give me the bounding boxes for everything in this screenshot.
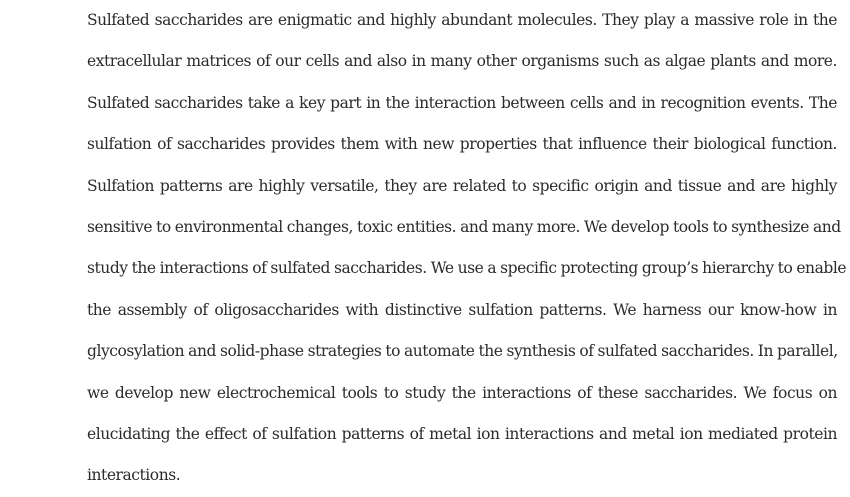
paragraph-line: glycosylation and solid-phase strategies to automate the synthesis of sulfated saccharides. In parallel, <box>87 342 838 361</box>
paragraph-line: sensitive to environmental changes, toxic entities. and many more. We develop tools to synthesize and <box>87 217 841 236</box>
paragraph-line: extracellular matrices of our cells and also in many other organisms such as algae plants and more. <box>87 52 837 71</box>
paragraph-line: elucidating the effect of sulfation patterns of metal ion interactions and metal ion mediated protein <box>87 424 837 443</box>
paragraph-line-last: interactions. <box>87 466 181 485</box>
paragraph-line: study the interactions of sulfated saccharides. We use a specific protecting group’s hierarchy to enable <box>87 259 847 278</box>
paragraph-line: Sulfated saccharides are enigmatic and highly abundant molecules. They play a massive role in the <box>87 11 837 29</box>
paragraph-line: Sulfation patterns are highly versatile, they are related to specific origin and tissue and are highly <box>87 176 837 195</box>
paragraph-line: sulfation of saccharides provides them with new properties that influence their biological function. <box>87 135 837 154</box>
paragraph-line: Sulfated saccharides take a key part in the interaction between cells and in recognition events. The <box>87 93 837 112</box>
research-description-paragraph <box>87 0 847 497</box>
paragraph-line: we develop new electrochemical tools to study the interactions of these saccharides. We focus on <box>87 383 837 402</box>
paragraph-line: the assembly of oligosaccharides with distinctive sulfation patterns. We harness our know-how in <box>87 300 837 319</box>
